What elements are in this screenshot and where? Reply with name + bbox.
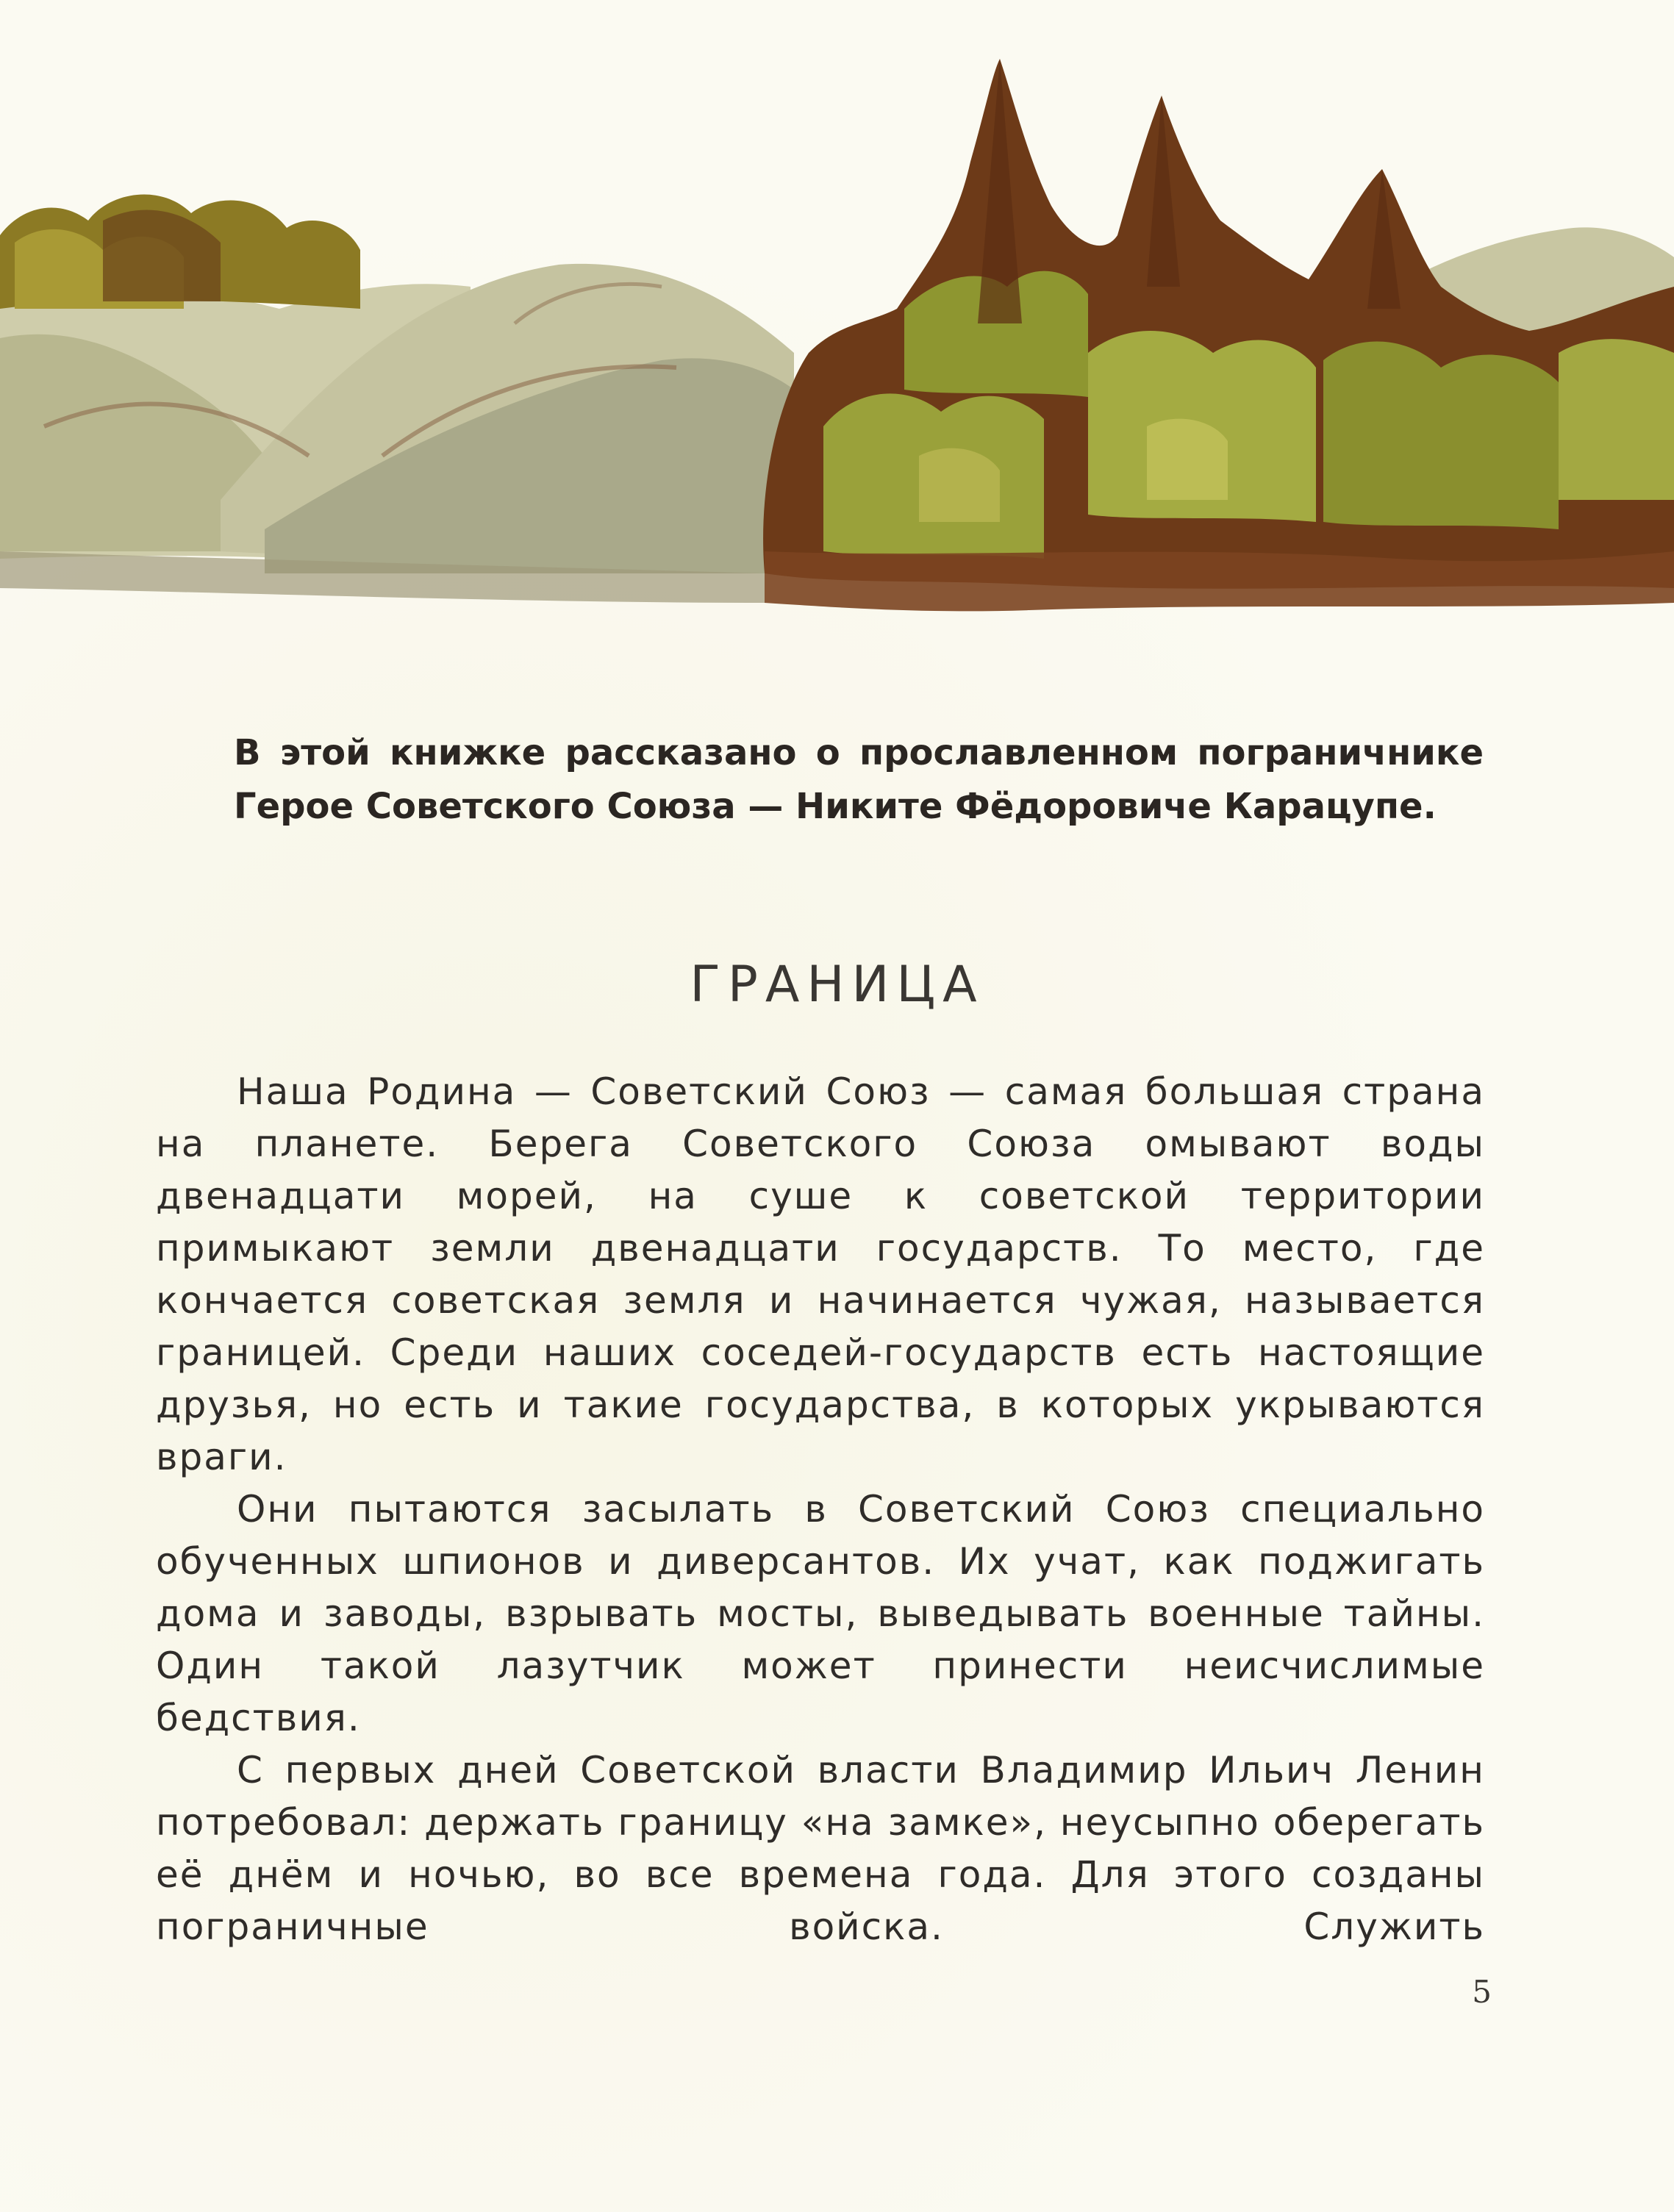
landscape-illustration: [0, 44, 1674, 625]
chapter-body: [156, 1066, 1485, 1953]
chapter-title: ГРАНИЦА: [690, 956, 984, 1014]
intro-text: В этой книжке рассказано о прославленном пограничнике Герое Советского Союза — Никите Фёдоровиче Карацупе.: [234, 732, 1484, 827]
paragraph: Наша Родина — Советский Союз — самая большая страна на планете. Берега Советского Союза омывают воды двенадцати морей, на суше к советской территории примыкают земли двенадцати государств. То место, где кончается советская земля и начинается чужая, называется границей. Среди наших соседей-государств есть настоящие друзья, но есть и такие государства, в которых укрываются враги.: [156, 1070, 1485, 1478]
paragraph: С первых дней Советской власти Владимир Ильич Ленин потребовал: держать границу «на замке», неусыпно оберегать её днём и ночью, во все времена года. Для этого созданы пограничные войска. Служить: [156, 1749, 1485, 1948]
paragraph: Они пытаются засылать в Советский Союз специально обученных шпионов и диверсантов. Их учат, как поджигать дома и заводы, взрывать мосты, выведывать военные тайны. Один такой лазутчик может принести неисчислимые бедствия.: [156, 1488, 1485, 1739]
page-number: 5: [1472, 1974, 1492, 2010]
